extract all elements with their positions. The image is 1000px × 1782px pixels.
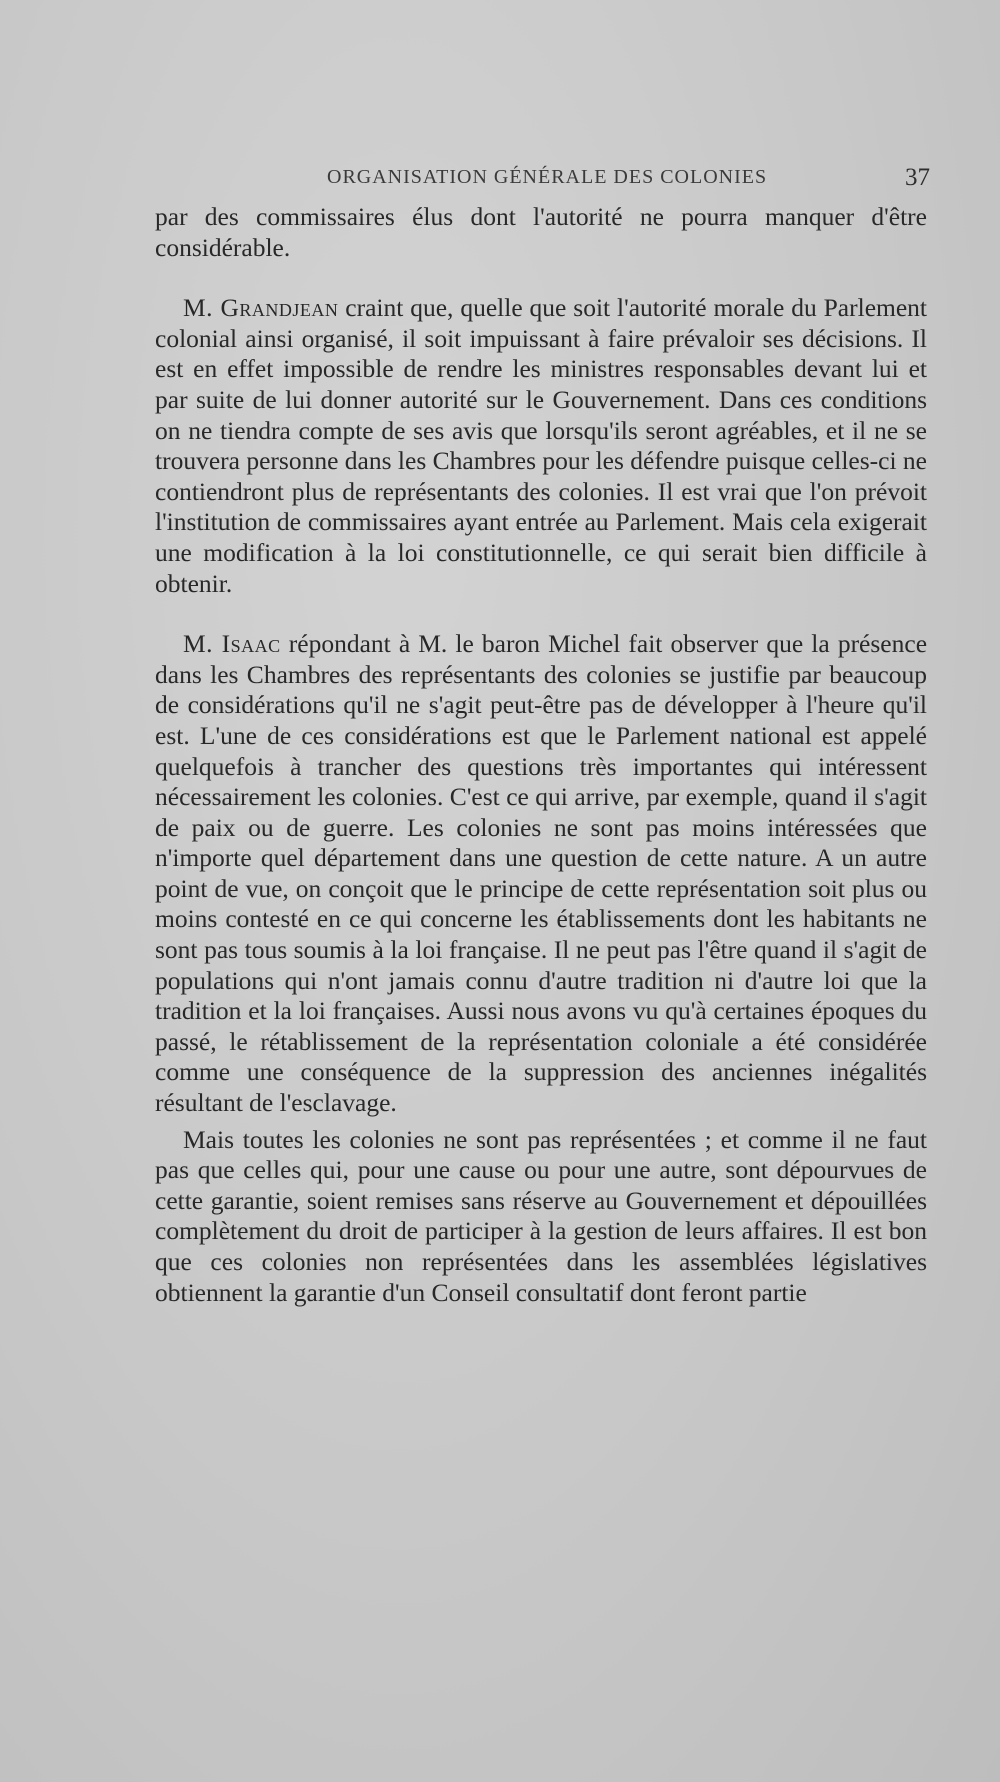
paragraph-text: Mais toutes les colonies ne sont pas représentées ; et comme il ne faut pas que celles qui, pour une cause ou pour une autre, sont dépourvues de cette garantie, soient remises sans réserve au Gouvernement et dépouillées complètement du droit de participer à la gestion de leurs affaires. Il est bon que ces colonies non représentées dans les assemblées législatives obtiennent la garantie d'un Conseil consultatif dont feront partie	[155, 1124, 927, 1307]
running-title: ORGANISATION GÉNÉRALE DES COLONIES	[327, 166, 768, 188]
paragraph-colonies	[155, 1125, 927, 1309]
paragraph-isaac	[155, 629, 927, 1119]
paragraph-text: par des commissaires élus dont l'autorité ne pourra manquer d'être considérable.	[155, 202, 927, 262]
speaker-name: M. Isaac	[183, 629, 281, 659]
paragraph-text: craint que, quelle que soit l'autorité morale du Parlement colonial ainsi organisé, il soit impuissant à faire prévaloir ses décisions. Il est en effet impossible de rendre les ministres responsables devant lui et par suite de lui donner autorité sur le Gouvernement. Dans ces conditions on ne tiendra compte de ses avis que lorsqu'ils seront agréables, et il ne se trouvera personne dans les Chambres pour les défendre puisque celles-ci ne contiendront plus de représentants des colonies. Il est vrai que l'on prévoit l'institution de commissaires ayant entrée au Parlement. Mais cela exigerait une modification à la loi constitutionnelle, ce qui serait bien difficile à obtenir.	[155, 293, 927, 598]
page-number: 37	[905, 164, 930, 191]
paragraph-grandjean	[155, 293, 927, 599]
body-text	[155, 202, 927, 1308]
paragraph-continuation	[155, 202, 927, 263]
paragraph-text: répondant à M. le baron Michel fait observer que la présence dans les Chambres des représentants des colonies se justifie par beaucoup de considérations qu'il ne s'agit peut-être pas de développer à l'heure qu'il est. L'une de ces considérations est que le Parlement national est appelé quelquefois à trancher des questions très importantes qui intéressent nécessairement les colonies. C'est ce qui arrive, par exemple, quand il s'agit de paix ou de guerre. Les colonies ne sont pas moins intéressées que n'importe quel département dans une question de cette nature. A un autre point de vue, on conçoit que le principe de cette représentation soit plus ou moins contesté en ce qui concerne les établissements dont les habitants ne sont pas tous soumis à la loi française. Il ne peut pas l'être quand il s'agit de populations qui n'ont jamais connu d'autre tradition ni d'autre loi que la tradition et la loi françaises. Aussi nous avons vu qu'à certaines époques du passé, le rétablissement de la représentation coloniale a été considérée comme une conséquence de la suppression des anciennes inégalités résultant de l'esclavage.	[155, 629, 928, 1118]
speaker-name: M. Grandjean	[183, 293, 339, 323]
running-head	[155, 166, 930, 196]
